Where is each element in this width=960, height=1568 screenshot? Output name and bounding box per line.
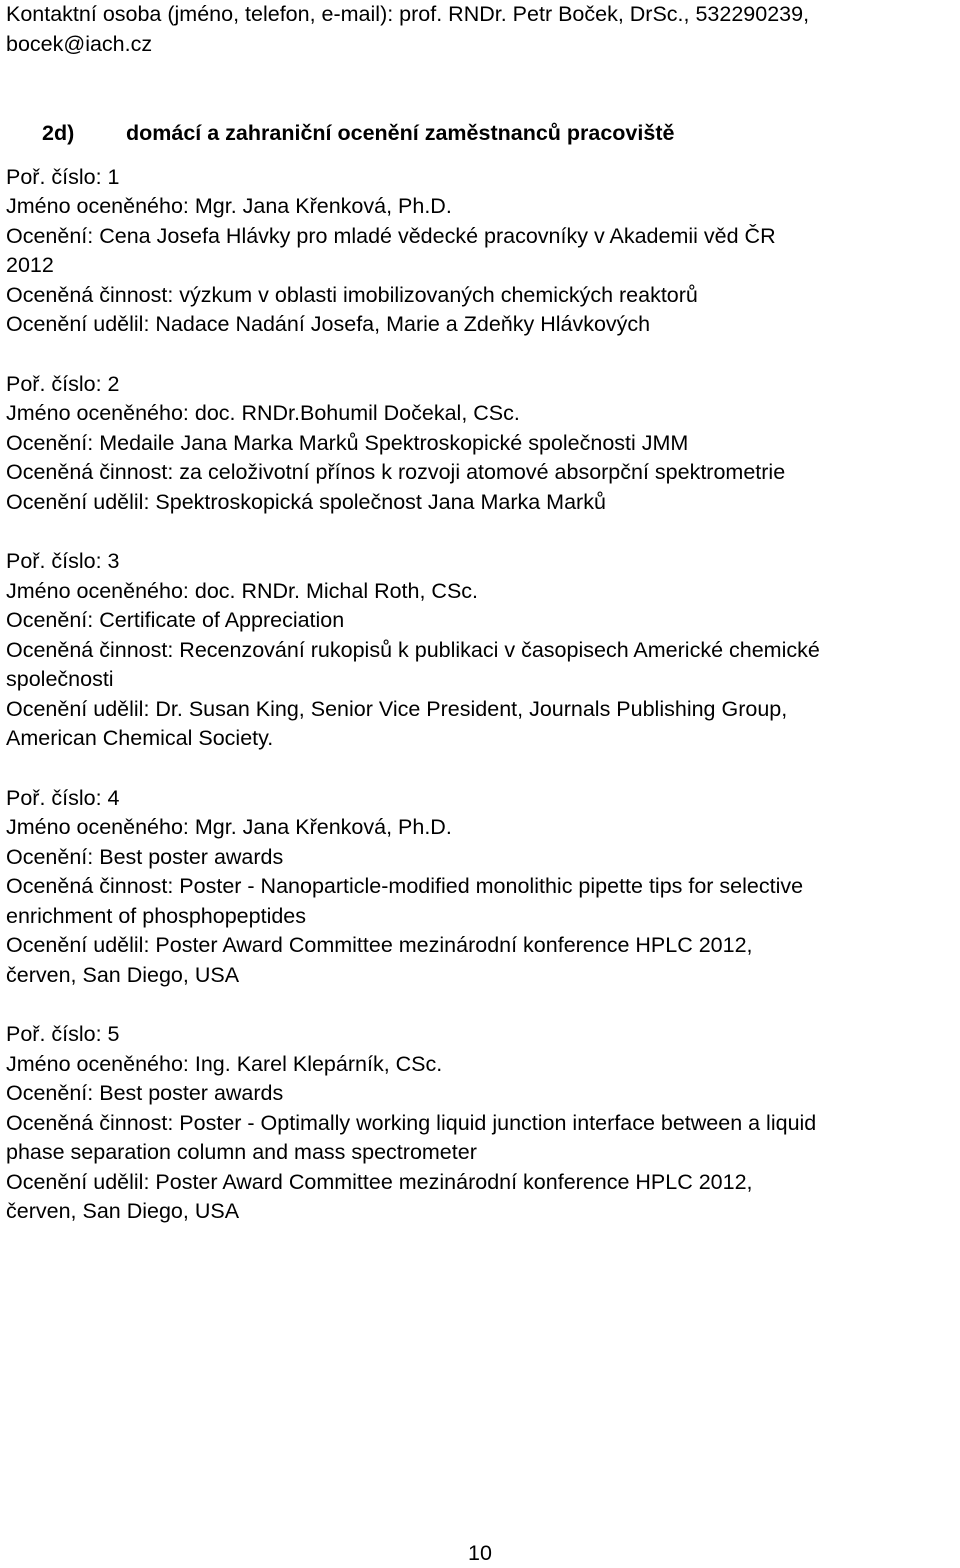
contact-email: bocek@iach.cz	[6, 31, 153, 56]
award-order-number: Poř. číslo: 5	[6, 1022, 120, 1046]
award-recipient: Jméno oceněného: Mgr. Jana Křenková, Ph.D.	[6, 194, 452, 218]
award-granted-by: Ocenění udělil: Poster Award Committee mezinárodní konference HPLC 2012,	[6, 933, 753, 957]
award-recipient: Jméno oceněného: doc. RNDr. Michal Roth, CSc.	[6, 578, 479, 603]
award-granted-by-continued: červen, San Diego, USA	[6, 962, 240, 987]
award-activity: Oceněná činnost: Recenzování rukopisů k publikaci v časopisech Americké chemické	[6, 637, 820, 662]
award-entry-1	[6, 163, 956, 340]
awards-list	[6, 163, 956, 1227]
award-entry-2	[6, 370, 956, 518]
contact-line: Kontaktní osoba (jméno, telefon, e-mail): prof. RNDr. Petr Boček, DrSc., 532290239,	[6, 2, 810, 26]
award-name: Ocenění: Cena Josefa Hlávky pro mladé vědecké pracovníky v Akademii věd ČR	[6, 223, 776, 248]
contact-person	[6, 0, 956, 59]
award-activity: Oceněná činnost: Poster - Nanoparticle-modified monolithic pipette tips for selective	[6, 874, 804, 898]
award-entry-4	[6, 784, 956, 991]
award-name: Ocenění: Certificate of Appreciation	[6, 608, 345, 632]
award-recipient: Jméno oceněného: Mgr. Jana Křenková, Ph.D.	[6, 815, 452, 839]
award-activity: Oceněná činnost: Poster - Optimally working liquid junction interface between a liquid	[6, 1110, 817, 1135]
award-order-number: Poř. číslo: 3	[6, 549, 120, 573]
award-order-number: Poř. číslo: 4	[6, 785, 120, 810]
award-recipient: Jméno oceněného: Ing. Karel Klepárník, CSc.	[6, 1051, 443, 1076]
section-number: 2d)	[42, 121, 75, 145]
award-activity-continued: enrichment of phosphopeptides	[6, 903, 307, 928]
section-title: domácí a zahraniční ocenění zaměstnanců pracoviště	[126, 121, 675, 145]
award-recipient: Jméno oceněného: doc. RNDr.Bohumil Dočekal, CSc.	[6, 401, 520, 425]
award-order-number: Poř. číslo: 2	[6, 371, 120, 396]
award-granted-by: Ocenění udělil: Spektroskopická společnost Jana Marka Marků	[6, 489, 606, 514]
award-granted-by-continued: červen, San Diego, USA	[6, 1199, 240, 1223]
award-order-number: Poř. číslo: 1	[6, 164, 120, 189]
section-heading	[6, 119, 956, 149]
award-entry-3	[6, 547, 956, 754]
award-granted-by: Ocenění udělil: Poster Award Committee mezinárodní konference HPLC 2012,	[6, 1169, 753, 1194]
document-page	[6, 0, 956, 1257]
award-name: Ocenění: Best poster awards	[6, 844, 284, 869]
award-name: Ocenění: Best poster awards	[6, 1081, 284, 1105]
award-activity-continued: phase separation column and mass spectrometer	[6, 1140, 477, 1164]
award-granted-by: Ocenění udělil: Nadace Nadání Josefa, Marie a Zdeňky Hlávkových	[6, 312, 651, 336]
award-granted-by: Ocenění udělil: Dr. Susan King, Senior Vice President, Journals Publishing Group,	[6, 696, 788, 721]
award-name: Ocenění: Medaile Jana Marka Marků Spektroskopické společnosti JMM	[6, 430, 689, 455]
award-activity-continued: společnosti	[6, 667, 114, 691]
award-activity: Oceněná činnost: za celoživotní přínos k rozvoji atomové absorpční spektrometrie	[6, 460, 786, 484]
award-activity: Oceněná činnost: výzkum v oblasti imobilizovaných chemických reaktorů	[6, 282, 698, 307]
award-entry-5	[6, 1020, 956, 1227]
page-number: 10	[468, 1541, 492, 1565]
award-granted-by-continued: American Chemical Society.	[6, 726, 274, 750]
award-name-continued: 2012	[6, 253, 54, 277]
